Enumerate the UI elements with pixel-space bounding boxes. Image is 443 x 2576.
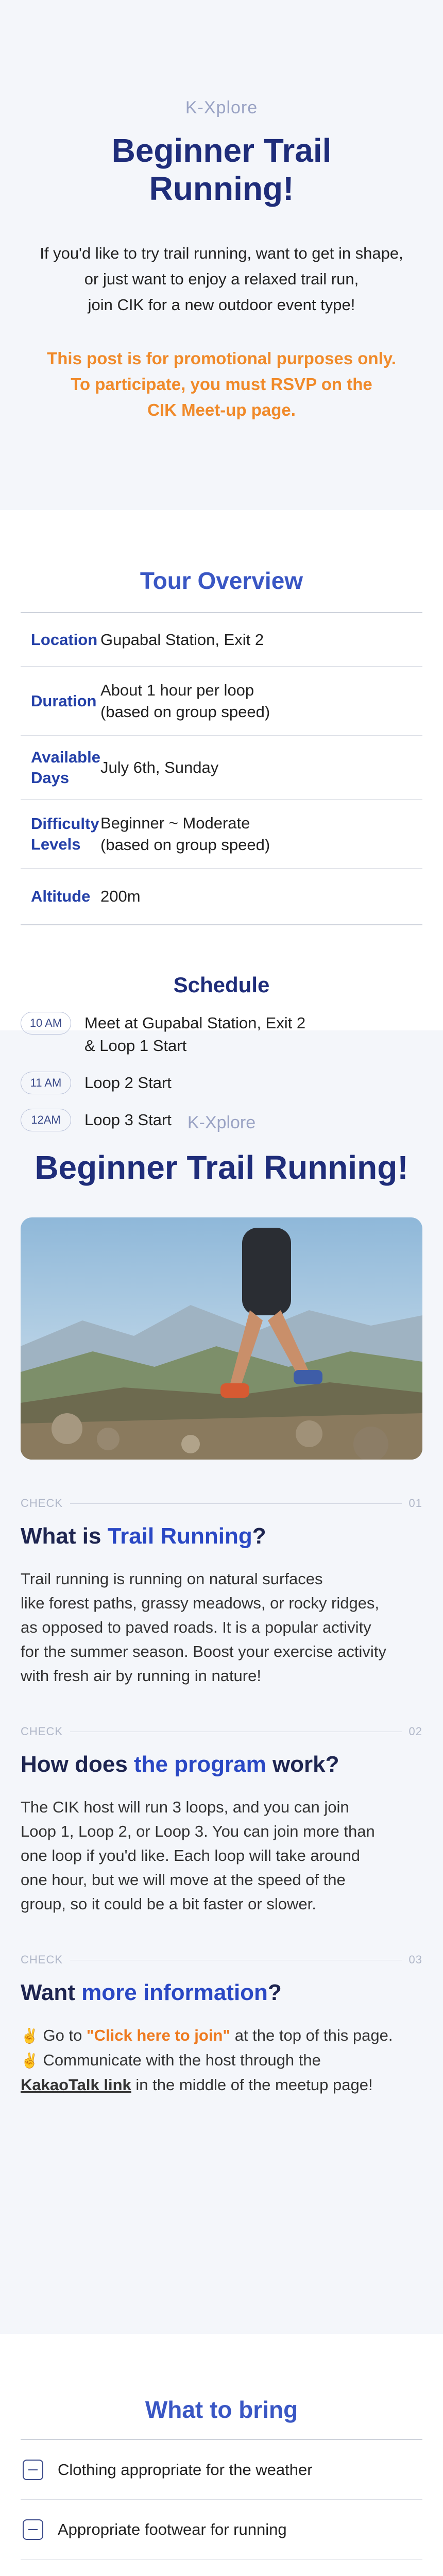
answer-line: Loop 1, Loop 2, or Loop 3. You can join more than [21, 1822, 375, 1840]
trail-runner-illustration [21, 1217, 422, 1460]
check-label: CHECK [21, 1725, 63, 1738]
check-divider [21, 1497, 422, 1510]
brand-name: K-Xplore [185, 98, 258, 117]
question-title [21, 1752, 422, 1777]
schedule-text [84, 1072, 172, 1094]
question-highlight: more information [81, 1980, 268, 2005]
question-prefix: How does [21, 1752, 134, 1777]
label-line: Available [31, 748, 100, 766]
click-to-join-link[interactable]: "Click here to join" [86, 2026, 231, 2044]
schedule-time-badge: 11 AM [21, 1072, 71, 1094]
answer-line: with fresh air by running in nature! [21, 1667, 261, 1685]
value-line: 200m [100, 887, 141, 905]
schedule-text-line: & Loop 1 Start [84, 1037, 187, 1055]
brand-name: K-Xplore [187, 1113, 256, 1132]
answer-line: like forest paths, grassy meadows, or rocky ridges, [21, 1594, 380, 1612]
question-prefix: What is [21, 1523, 108, 1549]
answer-line: group, so it could be a bit faster or slower. [21, 1895, 316, 1913]
overview-title: Tour Overview [21, 567, 422, 613]
schedule-text-line: Meet at Gupabal Station, Exit 2 [84, 1014, 306, 1032]
answer-line [21, 2073, 422, 2097]
bring-item-text: Clothing appropriate for the weather [58, 2460, 313, 2479]
answer-line: one loop if you'd like. Each loop will take around [21, 1846, 361, 1865]
hero-intro-line: join CIK for a new outdoor event type! [88, 296, 355, 314]
answer-line [21, 2023, 422, 2048]
info-title: Beginner Trail Running! [35, 1149, 408, 1186]
question-suffix: ? [252, 1523, 266, 1549]
overview-row-difficulty [21, 800, 422, 869]
check-number: 02 [408, 1725, 422, 1738]
overview-label [31, 886, 100, 907]
question-title [21, 1523, 422, 1549]
answer-line: Trail running is running on natural surfaces [21, 1570, 323, 1588]
question-highlight: the program [134, 1752, 266, 1777]
overview-label [31, 630, 100, 650]
trail-runner-photo [21, 1217, 422, 1460]
question-highlight: Trail Running [107, 1523, 252, 1549]
label-line: Difficulty [31, 814, 99, 833]
overview-row-available-days [21, 736, 422, 800]
text-span: at the top of this page. [230, 2026, 393, 2044]
schedule-text [84, 1012, 305, 1057]
victory-hand-icon: ✌ [21, 2028, 39, 2044]
schedule-text-line: Loop 2 Start [84, 1074, 172, 1092]
answer-line: as opposed to paved roads. It is a popular activity [21, 1618, 371, 1636]
label-line: Duration [31, 691, 97, 710]
check-label: CHECK [21, 1953, 63, 1966]
schedule-text [84, 1109, 172, 1131]
overview-value [100, 812, 270, 856]
question-suffix: ? [267, 1980, 282, 2005]
promo-line: To participate, you must RSVP on the [71, 375, 372, 394]
hero-intro [36, 241, 407, 318]
value-line: (based on group speed) [100, 835, 270, 854]
label-line: Altitude [31, 887, 91, 905]
answer-line: one hour, but we will move at the speed of the [21, 1871, 346, 1889]
promo-notice [36, 346, 407, 423]
page-title: Beginner Trail Running! [111, 132, 332, 207]
text-span: Go to [38, 2026, 87, 2044]
question-title [21, 1980, 422, 2006]
overview-value [100, 680, 270, 723]
answer-body [21, 1567, 422, 1688]
value-line: July 6th, Sunday [100, 758, 219, 776]
answer-line: The CIK host will run 3 loops, and you can join [21, 1798, 349, 1816]
schedule-title: Schedule [173, 973, 270, 997]
overview-value [100, 757, 218, 778]
value-line: Gupabal Station, Exit 2 [100, 630, 264, 649]
label-line: Levels [31, 835, 81, 853]
hero-intro-line: or just want to enjoy a relaxed trail run, [84, 270, 359, 288]
bring-title: What to bring [21, 2396, 422, 2440]
answer-body [21, 1795, 422, 1916]
overview-row-location [21, 613, 422, 667]
victory-hand-icon: ✌ [21, 2053, 39, 2069]
what-to-bring-section [0, 2334, 443, 2576]
bring-item [21, 2500, 422, 2560]
promo-line: This post is for promotional purposes only. [47, 349, 396, 368]
minus-square-icon [23, 2519, 43, 2540]
overview-label [31, 814, 100, 855]
label-line: Location [31, 630, 98, 649]
bring-item [21, 2560, 422, 2576]
overview-value [100, 629, 264, 651]
check-number: 03 [408, 1953, 422, 1966]
answer-line: for the summer season. Boost your exercise activity [21, 1642, 386, 1660]
question-suffix: work? [266, 1752, 339, 1777]
hero-section [0, 0, 443, 510]
hero-intro-line: If you'd like to try trail running, want to get in shape, [40, 244, 403, 262]
kakaotalk-link[interactable]: KakaoTalk link [21, 2076, 131, 2094]
schedule-time-badge: 10 AM [21, 1012, 71, 1035]
overview-row-altitude [21, 869, 422, 925]
check-divider [21, 1725, 422, 1738]
overview-label [31, 691, 100, 711]
text-span: Communicate with the host through the [38, 2051, 321, 2069]
value-line: (based on group speed) [100, 702, 270, 721]
info-section [0, 1030, 443, 2334]
check-number: 01 [408, 1497, 422, 1510]
answer-line [21, 2048, 422, 2073]
question-prefix: Want [21, 1980, 82, 2005]
divider-line [70, 1503, 402, 1504]
check-label: CHECK [21, 1497, 63, 1510]
answer-body [21, 2023, 422, 2097]
schedule-text-line: Loop 3 Start [84, 1111, 172, 1129]
overview-value [100, 886, 141, 907]
schedule-time-badge: 12AM [21, 1109, 71, 1131]
overview-row-duration [21, 667, 422, 736]
bring-item [21, 2440, 422, 2500]
minus-square-icon [23, 2460, 43, 2480]
bring-item-text: Appropriate footwear for running [58, 2520, 287, 2538]
value-line: Beginner ~ Moderate [100, 814, 250, 832]
overview-label [31, 747, 100, 788]
value-line: About 1 hour per loop [100, 681, 254, 699]
text-span: in the middle of the meetup page! [131, 2076, 373, 2094]
promo-line: CIK Meet-up page. [147, 400, 296, 419]
check-divider [21, 1953, 422, 1967]
label-line: Days [31, 768, 70, 787]
